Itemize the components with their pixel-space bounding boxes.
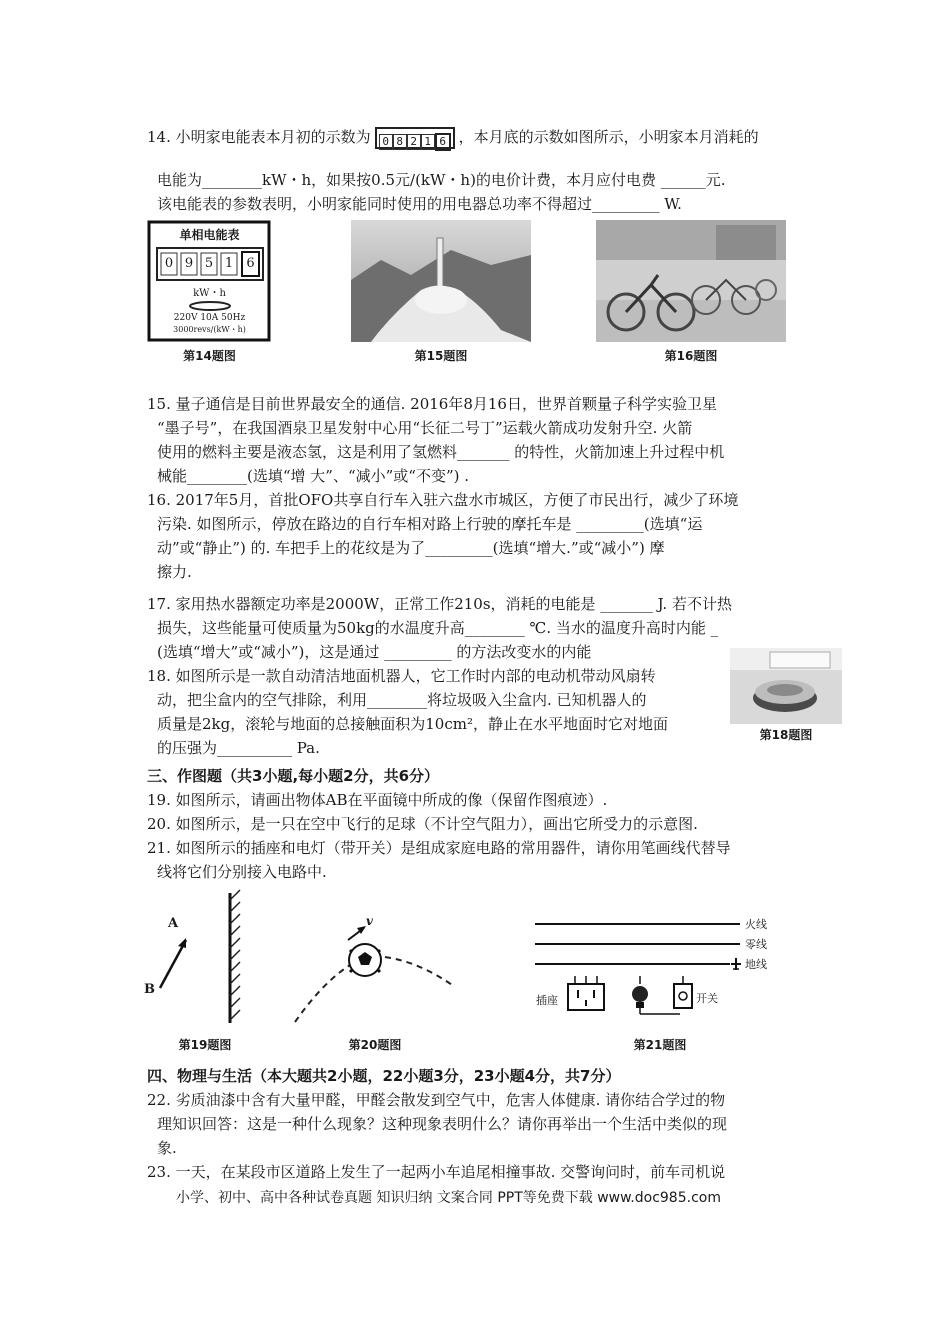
figure-16-bicycle-photo [596, 220, 786, 368]
section-3-heading: 三、作图题（共3小题,每小题2分，共6分） [147, 767, 440, 785]
q21-line1: 21. 如图所示的插座和电灯（带开关）是组成家庭电路的常用器件，请你用笔画线代替导 [147, 839, 731, 857]
meter-digit: 1 [224, 256, 234, 271]
q22-line1: 22. 劣质油漆中含有大量甲醛，甲醛会散发到空气中，危害人体健康. 请你结合学过的物 [147, 1091, 726, 1109]
rocket-launch-image [351, 220, 531, 342]
meter-digit: 0 [164, 256, 174, 271]
q15-line2: “墨子号”，在我国酒泉卫星发射中心用“长征二号丁”运载火箭成功发射升空. 火箭 [157, 419, 693, 437]
figure-19-caption: 第19题图 [178, 1038, 232, 1052]
q15-line4: 械能________(选填“增 大”、“减小”或“不变”) . [157, 467, 470, 485]
q18-line2: 动，把尘盒内的空气排除，利用________将垃圾吸入尘盒内. 已知机器人的 [157, 691, 647, 709]
meter-digit: 6 [246, 256, 255, 271]
figure-14-caption: 第14题图 [183, 349, 236, 363]
meter-digit: 1 [421, 134, 435, 150]
figure-15-caption: 第15题图 [414, 349, 468, 363]
q17-line1: 17. 家用热水器额定功率是2000W，正常工作210s，消耗的电能是 _______ J. 若不计热 [147, 595, 732, 613]
q14-line1-text-a: 14. 小明家电能表本月初的示数为 [147, 128, 371, 146]
q22-line3: 象. [157, 1139, 177, 1157]
figure-21-household-circuit [530, 912, 790, 1060]
point-b-label: B [144, 982, 155, 997]
point-a-label: A [168, 916, 179, 931]
live-wire-label: 火线 [745, 918, 767, 931]
velocity-label: v [366, 914, 373, 928]
q21-line2: 线将它们分别接入电路中. [157, 863, 327, 881]
q14-line3: 该电能表的参数表明，小明家能同时使用的用电器总功率不得超过_________ W. [157, 195, 682, 213]
football-trajectory-diagram [290, 912, 460, 1030]
q18-line4: 的压强为__________ Pa. [157, 739, 320, 757]
q16-line2: 污染. 如图所示，停放在路边的自行车相对路上行驶的摩托车是 _________(选填“运 [157, 515, 703, 533]
meter-params-2: 3000revs/(kW・h) [173, 325, 246, 334]
q18-line3: 质量是2kg，滚轮与地面的总接触面积为10cm²，静止在水平地面时它对地面 [157, 715, 668, 733]
figure-18-robot-vacuum [730, 648, 842, 748]
ground-wire-label: 地线 [745, 958, 767, 971]
figure-20-caption: 第20题图 [348, 1038, 402, 1052]
meter-digit: 8 [393, 134, 407, 150]
meter-title: 单相电能表 [179, 228, 240, 242]
figure-18-caption: 第18题图 [759, 728, 813, 742]
initial-meter-reading [375, 127, 455, 149]
socket-label: 插座 [536, 994, 558, 1007]
meter-digit: 5 [204, 256, 214, 271]
figure-21-caption: 第21题图 [633, 1038, 687, 1052]
q17-line2: 损失，这些能量可使质量为50kg的水温度升高________ ℃. 当水的温度升高时内能 _ [157, 619, 719, 637]
plane-mirror-diagram [140, 888, 270, 1028]
figure-14-electric-meter [147, 220, 272, 368]
robot-vacuum-image [730, 648, 842, 724]
neutral-wire-label: 零线 [745, 938, 767, 951]
q16-line3: 动”或“静止”) 的. 车把手上的花纹是为了_________(选填“增大.”或“减小”) 摩 [157, 539, 665, 557]
q23-line1: 23. 一天，在某段市区道路上发生了一起两小车追尾相撞事故. 交警询问时，前车司机说 [147, 1163, 726, 1181]
meter-digit: 9 [184, 256, 194, 271]
q16-line4: 擦力. [157, 563, 192, 581]
shared-bicycles-image [596, 220, 786, 342]
meter-digit: 0 [379, 134, 393, 150]
q19-text: 19. 如图所示，请画出物体AB在平面镜中所成的像（保留作图痕迹）. [147, 791, 608, 809]
q20-text: 20. 如图所示，是一只在空中飞行的足球（不计空气阻力），画出它所受力的示意图. [147, 815, 698, 833]
q15-line1: 15. 量子通信是目前世界最安全的通信. 2016年8月16日，世界首颗量子科学实验卫星 [147, 395, 717, 413]
q18-line1: 18. 如图所示是一款自动清洁地面机器人，它工作时内部的电动机带动风扇转 [147, 667, 656, 685]
q14-line1-text-b: ，本月底的示数如图所示，小明家本月消耗的 [458, 128, 759, 146]
switch-label: 开关 [696, 992, 718, 1005]
meter-digit: 2 [407, 134, 421, 150]
section-4-heading: 四、物理与生活（本大题共2小题，22小题3分，23小题4分，共7分） [147, 1067, 621, 1085]
footer-download-note: 小学、初中、高中各种试卷真题 知识归纳 文案合同 PPT等免费下载 www.doc985.com [176, 1190, 721, 1206]
q14-line2: 电能为________kW・h，如果按0.5元/(kW・h)的电价计费，本月应付电费 ______元. [157, 171, 726, 189]
q17-line3: (选填“增大”或“减小”)，这是通过 _________ 的方法改变水的内能 [157, 643, 592, 661]
figure-19-plane-mirror [140, 888, 270, 1060]
q14-line1 [147, 127, 759, 149]
q16-line1: 16. 2017年5月，首批OFO共享自行车入驻六盘水市城区，方便了市民出行，减少了环境 [147, 491, 739, 509]
figure-15-rocket-photo [351, 220, 531, 368]
meter-digit: 6 [435, 133, 451, 151]
figure-16-caption: 第16题图 [664, 349, 718, 363]
figure-20-football [290, 912, 460, 1060]
q15-line3: 使用的燃料主要是液态氢，这是利用了氢燃料_______ 的特性，火箭加速上升过程中机 [157, 443, 725, 461]
meter-params-1: 220V 10A 50Hz [173, 313, 246, 323]
meter-unit: kW・h [193, 288, 226, 299]
q22-line2: 理知识回答：这是一种什么现象？这种现象表明什么？请你再举出一个生活中类似的现 [157, 1115, 728, 1133]
